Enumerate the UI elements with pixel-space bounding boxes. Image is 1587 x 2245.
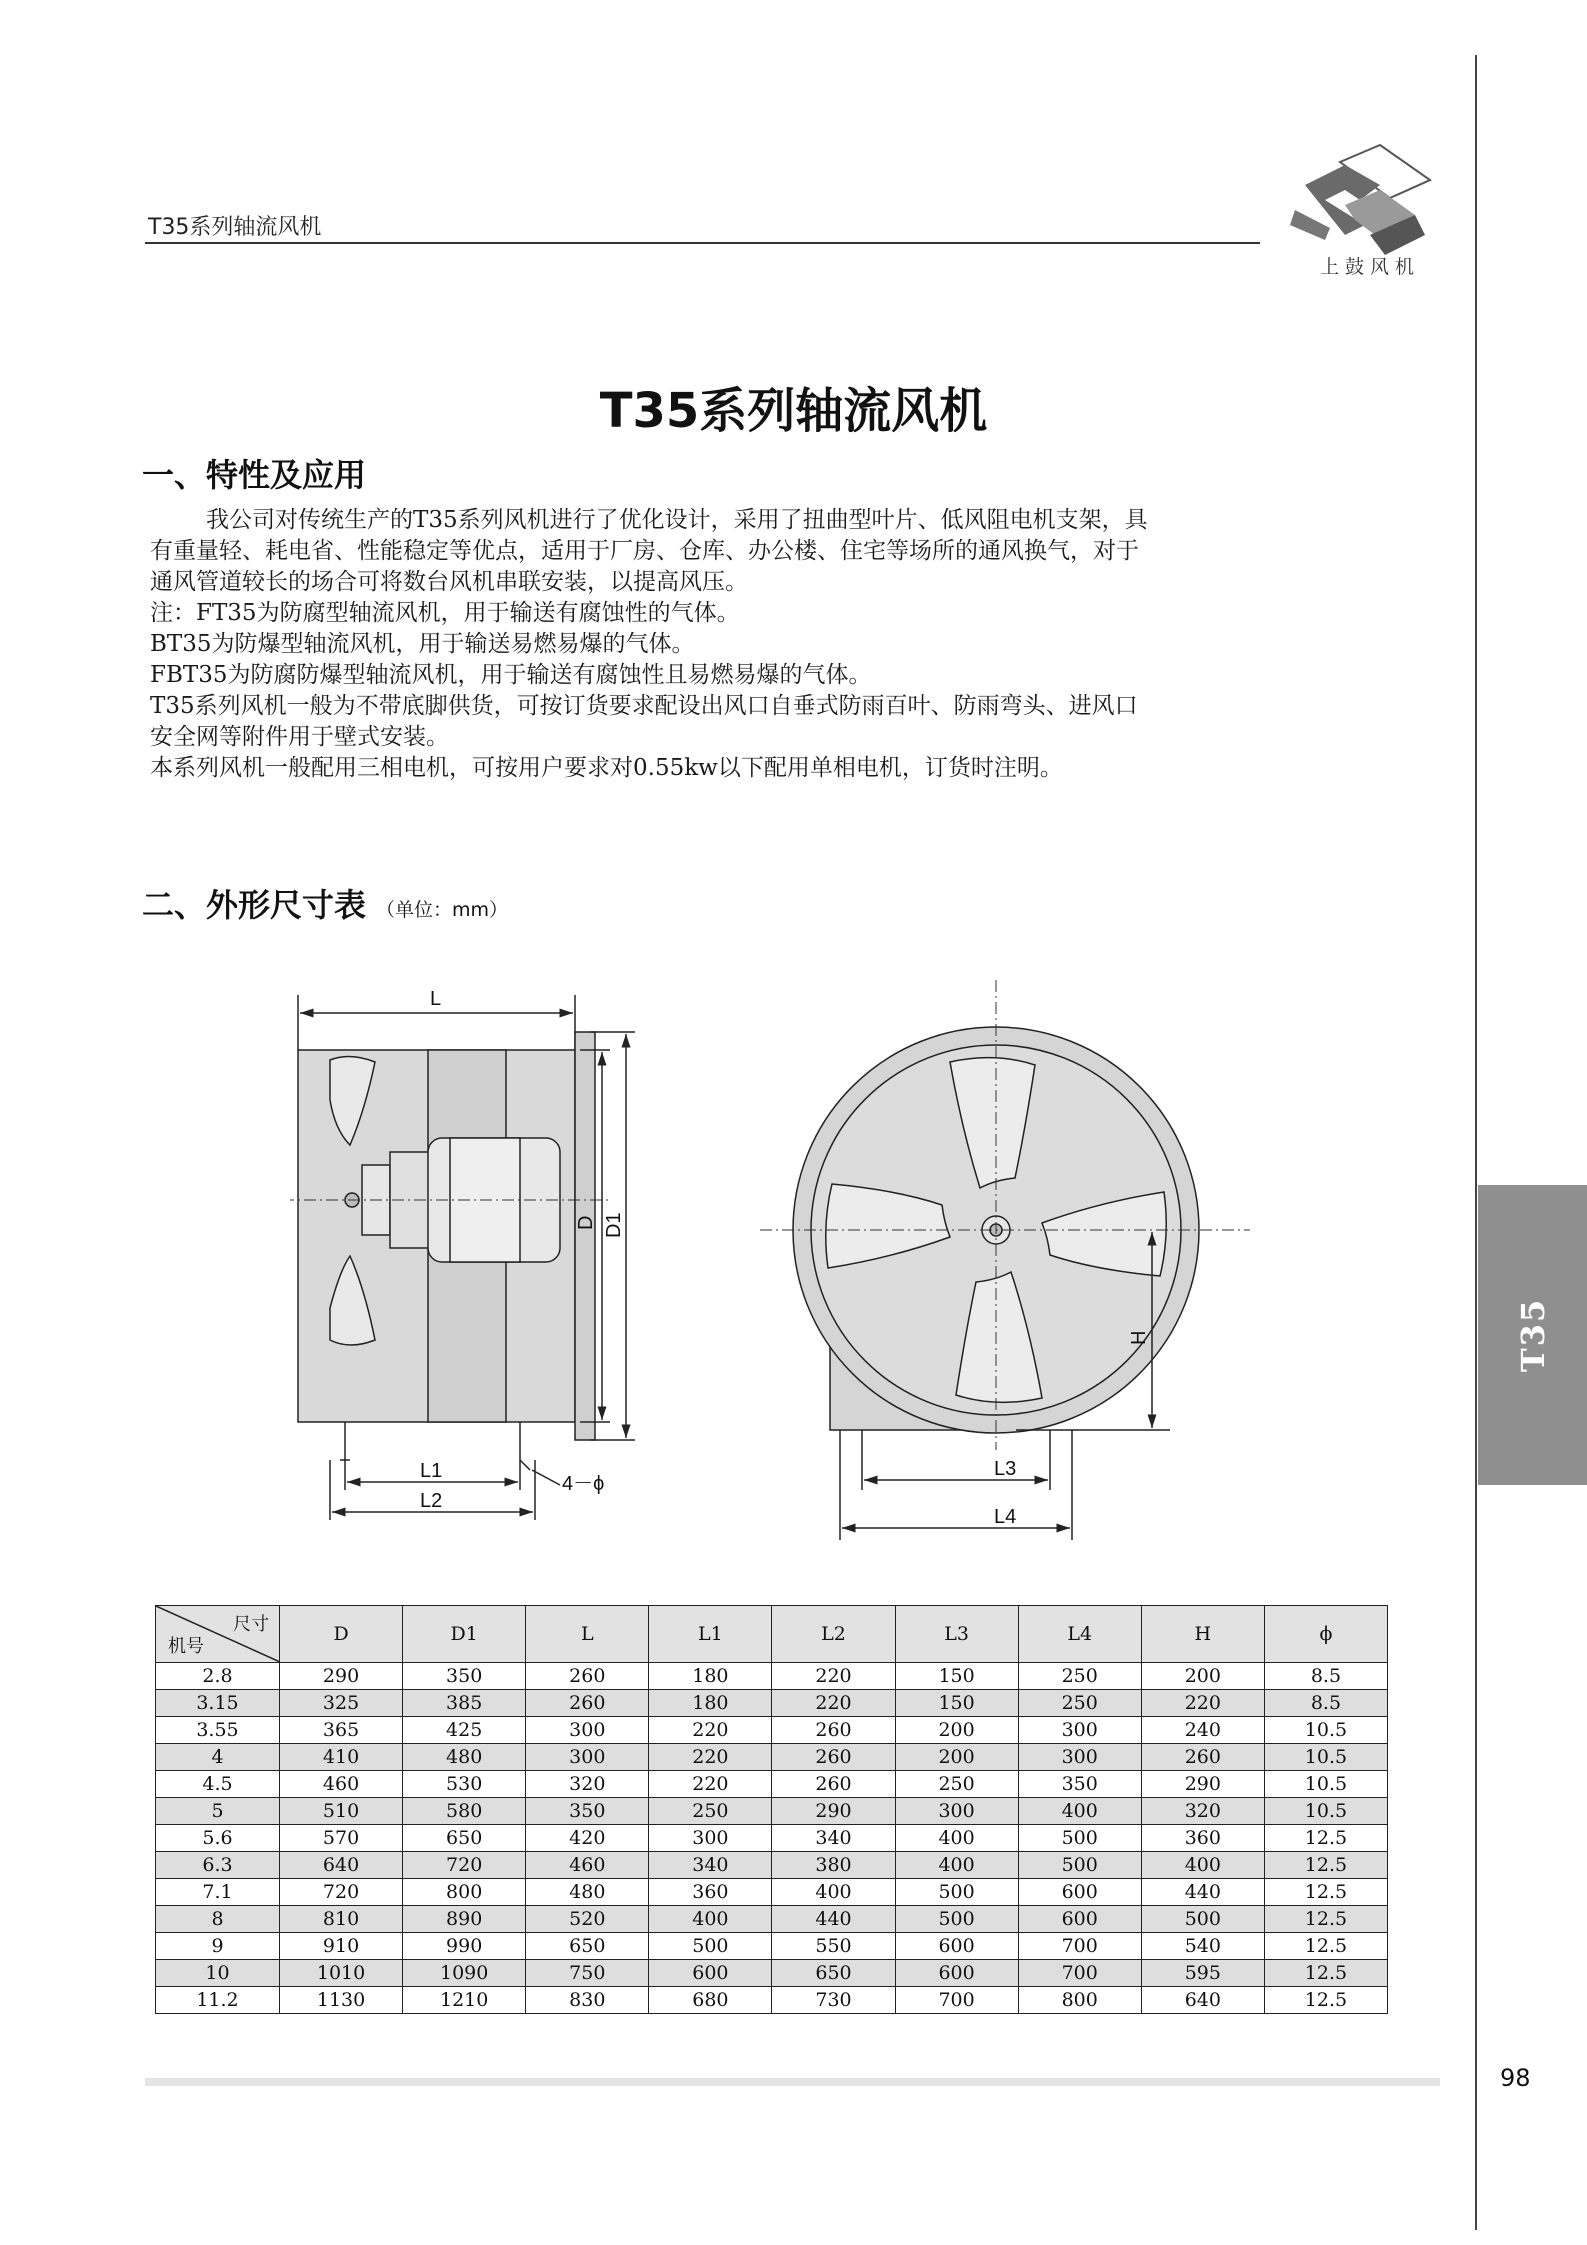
column-header: L2 — [772, 1606, 895, 1663]
table-cell: 1010 — [280, 1960, 403, 1987]
table-cell: 460 — [280, 1771, 403, 1798]
table-cell: 290 — [1141, 1771, 1264, 1798]
corner-top-label: 尺寸 — [233, 1614, 269, 1635]
table-cell: 290 — [772, 1798, 895, 1825]
table-cell: 500 — [895, 1906, 1018, 1933]
table-cell: 1210 — [403, 1987, 526, 2014]
table-cell: 595 — [1141, 1960, 1264, 1987]
table-cell: 510 — [280, 1798, 403, 1825]
table-row — [156, 1906, 1388, 1933]
logo-brand-text: 上鼓风机 — [1319, 256, 1420, 278]
column-header: L3 — [895, 1606, 1018, 1663]
table-cell: 410 — [280, 1744, 403, 1771]
table-cell: 150 — [895, 1663, 1018, 1690]
table-cell: 12.5 — [1264, 1906, 1387, 1933]
table-cell: 680 — [649, 1987, 772, 2014]
table-cell: 830 — [526, 1987, 649, 2014]
table-corner-cell — [156, 1606, 280, 1663]
label-L1: L1 — [420, 1460, 443, 1482]
table-cell: 500 — [1018, 1825, 1141, 1852]
side-view — [298, 995, 635, 1520]
body-line: 本系列风机一般配用三相电机，可按用户要求对0.55kw以下配用单相电机，订货时注明。 — [150, 755, 1063, 781]
table-cell: 400 — [1141, 1852, 1264, 1879]
table-cell: 800 — [403, 1879, 526, 1906]
table-cell: 600 — [1018, 1906, 1141, 1933]
body-line: 注：FT35为防腐型轴流风机，用于输送有腐蚀性的气体。 — [150, 600, 740, 626]
body-line: BT35为防爆型轴流风机，用于输送易燃易爆的气体。 — [150, 631, 695, 657]
table-cell: 320 — [526, 1771, 649, 1798]
table-cell: 350 — [1018, 1771, 1141, 1798]
table-cell: 600 — [1018, 1879, 1141, 1906]
table-cell: 700 — [1018, 1933, 1141, 1960]
table-cell: 365 — [280, 1717, 403, 1744]
table-cell: 300 — [526, 1717, 649, 1744]
table-cell: 12.5 — [1264, 1960, 1387, 1987]
table-cell: 200 — [895, 1744, 1018, 1771]
table-cell: 810 — [280, 1906, 403, 1933]
table-cell: 650 — [772, 1960, 895, 1987]
table-row — [156, 1852, 1388, 1879]
series-header: T35系列轴流风机 — [148, 215, 322, 240]
table-cell: 180 — [649, 1663, 772, 1690]
table-cell: 250 — [1018, 1663, 1141, 1690]
table-cell: 500 — [1018, 1852, 1141, 1879]
table-cell: 300 — [895, 1798, 1018, 1825]
table-cell: 360 — [1141, 1825, 1264, 1852]
table-cell: 460 — [526, 1852, 649, 1879]
table-cell: 340 — [772, 1825, 895, 1852]
table-cell: 220 — [1141, 1690, 1264, 1717]
table-row — [156, 1690, 1388, 1717]
table-cell: 600 — [895, 1960, 1018, 1987]
table-cell: 400 — [772, 1879, 895, 1906]
table-cell: 260 — [1141, 1744, 1264, 1771]
column-header: L1 — [649, 1606, 772, 1663]
table-cell: 440 — [772, 1906, 895, 1933]
fan-dimension-drawing — [290, 980, 1270, 1560]
table-row — [156, 1879, 1388, 1906]
label-L3: L3 — [994, 1458, 1017, 1480]
table-cell: 180 — [649, 1690, 772, 1717]
label-L2: L2 — [420, 1490, 443, 1512]
table-cell: 10.5 — [1264, 1798, 1387, 1825]
body-line: 有重量轻、耗电省、性能稳定等优点，适用于厂房、仓库、办公楼、住宅等场所的通风换气，对于 — [150, 538, 1139, 564]
table-cell: 250 — [895, 1771, 1018, 1798]
table-cell: 750 — [526, 1960, 649, 1987]
table-cell: 380 — [772, 1852, 895, 1879]
table-cell: 10.5 — [1264, 1771, 1387, 1798]
table-cell: 600 — [895, 1933, 1018, 1960]
table-cell: 425 — [403, 1717, 526, 1744]
model-number-cell: 3.55 — [156, 1717, 280, 1744]
table-cell: 640 — [1141, 1987, 1264, 2014]
table-cell: 340 — [649, 1852, 772, 1879]
body-line: 通风管道较长的场合可将数台风机串联安装，以提高风压。 — [150, 569, 748, 595]
table-cell: 990 — [403, 1933, 526, 1960]
model-number-cell: 3.15 — [156, 1690, 280, 1717]
label-L4: L4 — [994, 1506, 1017, 1528]
table-cell: 420 — [526, 1825, 649, 1852]
table-cell: 1090 — [403, 1960, 526, 1987]
table-cell: 730 — [772, 1987, 895, 2014]
table-cell: 360 — [649, 1879, 772, 1906]
table-cell: 200 — [895, 1717, 1018, 1744]
table-cell: 12.5 — [1264, 1987, 1387, 2014]
table-cell: 910 — [280, 1933, 403, 1960]
label-holes: 4－ϕ — [562, 1473, 605, 1495]
table-cell: 300 — [649, 1825, 772, 1852]
table-cell: 290 — [280, 1663, 403, 1690]
table-row — [156, 1771, 1388, 1798]
unit-note: （单位：mm） — [376, 899, 509, 921]
model-number-cell: 5 — [156, 1798, 280, 1825]
table-cell: 650 — [403, 1825, 526, 1852]
dimension-table — [155, 1605, 1388, 2014]
table-cell: 800 — [1018, 1987, 1141, 2014]
model-number-cell: 5.6 — [156, 1825, 280, 1852]
table-cell: 300 — [1018, 1744, 1141, 1771]
table-cell: 350 — [403, 1663, 526, 1690]
model-number-cell: 11.2 — [156, 1987, 280, 2014]
table-header-row — [156, 1606, 1388, 1663]
column-header: ϕ — [1264, 1606, 1387, 1663]
table-cell: 260 — [772, 1717, 895, 1744]
table-row — [156, 1717, 1388, 1744]
table-cell: 720 — [280, 1879, 403, 1906]
model-number-cell: 4.5 — [156, 1771, 280, 1798]
table-cell: 220 — [772, 1690, 895, 1717]
label-D: D — [575, 1215, 597, 1230]
column-header: D — [280, 1606, 403, 1663]
table-row — [156, 1987, 1388, 2014]
body-line: FBT35为防腐防爆型轴流风机，用于输送有腐蚀性且易燃易爆的气体。 — [150, 662, 872, 688]
table-row — [156, 1744, 1388, 1771]
table-cell: 240 — [1141, 1717, 1264, 1744]
table-cell: 400 — [649, 1906, 772, 1933]
table-cell: 520 — [526, 1906, 649, 1933]
table-cell: 260 — [772, 1744, 895, 1771]
table-cell: 320 — [1141, 1798, 1264, 1825]
table-cell: 260 — [526, 1663, 649, 1690]
table-cell: 220 — [649, 1717, 772, 1744]
table-cell: 1130 — [280, 1987, 403, 2014]
table-cell: 12.5 — [1264, 1825, 1387, 1852]
table-row — [156, 1933, 1388, 1960]
table-cell: 720 — [403, 1852, 526, 1879]
table-cell: 12.5 — [1264, 1852, 1387, 1879]
table-cell: 385 — [403, 1690, 526, 1717]
footer-bar — [145, 2078, 1440, 2086]
label-H: H — [1128, 1330, 1150, 1345]
column-header: L — [526, 1606, 649, 1663]
section2-heading — [142, 880, 508, 926]
body-line: T35系列风机一般为不带底脚供货，可按订货要求配设出风口自垂式防雨百叶、防雨弯头、进风口 — [150, 693, 1138, 719]
model-number-cell: 6.3 — [156, 1852, 280, 1879]
section1-heading: 一、特性及应用 — [142, 456, 367, 494]
table-cell: 440 — [1141, 1879, 1264, 1906]
table-cell: 220 — [649, 1771, 772, 1798]
table-cell: 220 — [772, 1663, 895, 1690]
column-header: D1 — [403, 1606, 526, 1663]
table-cell: 300 — [1018, 1717, 1141, 1744]
table-cell: 500 — [895, 1879, 1018, 1906]
table-cell: 500 — [649, 1933, 772, 1960]
side-tab-label: T35 — [1514, 1297, 1552, 1373]
label-L: L — [430, 988, 442, 1010]
table-cell: 890 — [403, 1906, 526, 1933]
header-rule — [145, 242, 1260, 244]
table-cell: 500 — [1141, 1906, 1264, 1933]
table-cell: 8.5 — [1264, 1690, 1387, 1717]
table-cell: 400 — [895, 1852, 1018, 1879]
table-cell: 260 — [526, 1690, 649, 1717]
table-cell: 12.5 — [1264, 1879, 1387, 1906]
table-row — [156, 1798, 1388, 1825]
page-number: 98 — [1500, 2064, 1531, 2092]
table-cell: 480 — [526, 1879, 649, 1906]
table-cell: 260 — [772, 1771, 895, 1798]
table-cell: 650 — [526, 1933, 649, 1960]
model-number-cell: 7.1 — [156, 1879, 280, 1906]
body-line: 我公司对传统生产的T35系列风机进行了优化设计，采用了扭曲型叶片、低风阻电机支架，具 — [206, 507, 1148, 533]
table-cell: 600 — [649, 1960, 772, 1987]
model-number-cell: 8 — [156, 1906, 280, 1933]
table-cell: 250 — [649, 1798, 772, 1825]
section2-title: 二、外形尺寸表 — [142, 886, 367, 924]
table-cell: 400 — [895, 1825, 1018, 1852]
model-number-cell: 10 — [156, 1960, 280, 1987]
section1-body — [150, 505, 1410, 784]
table-cell: 10.5 — [1264, 1717, 1387, 1744]
corner-bottom-label: 机号 — [168, 1636, 204, 1657]
table-row — [156, 1960, 1388, 1987]
table-cell: 580 — [403, 1798, 526, 1825]
table-cell: 325 — [280, 1690, 403, 1717]
table-row — [156, 1663, 1388, 1690]
page-title: T35系列轴流风机 — [599, 383, 988, 439]
table-cell: 12.5 — [1264, 1933, 1387, 1960]
table-cell: 550 — [772, 1933, 895, 1960]
table-cell: 530 — [403, 1771, 526, 1798]
model-number-cell: 4 — [156, 1744, 280, 1771]
column-header: L4 — [1018, 1606, 1141, 1663]
table-cell: 570 — [280, 1825, 403, 1852]
table-cell: 350 — [526, 1798, 649, 1825]
table-cell: 480 — [403, 1744, 526, 1771]
table-cell: 200 — [1141, 1663, 1264, 1690]
table-cell: 400 — [1018, 1798, 1141, 1825]
table-cell: 8.5 — [1264, 1663, 1387, 1690]
body-line: 安全网等附件用于壁式安装。 — [150, 724, 449, 750]
table-cell: 300 — [526, 1744, 649, 1771]
table-body — [156, 1663, 1388, 2014]
table-cell: 540 — [1141, 1933, 1264, 1960]
model-number-cell: 2.8 — [156, 1663, 280, 1690]
label-D1: D1 — [603, 1212, 625, 1238]
table-cell: 700 — [895, 1987, 1018, 2014]
table-row — [156, 1825, 1388, 1852]
side-tab-label-wrap — [1478, 1185, 1587, 1485]
table-cell: 220 — [649, 1744, 772, 1771]
table-cell: 150 — [895, 1690, 1018, 1717]
model-number-cell: 9 — [156, 1933, 280, 1960]
table-cell: 10.5 — [1264, 1744, 1387, 1771]
table-cell: 700 — [1018, 1960, 1141, 1987]
table-cell: 640 — [280, 1852, 403, 1879]
table-cell: 250 — [1018, 1690, 1141, 1717]
column-header: H — [1141, 1606, 1264, 1663]
